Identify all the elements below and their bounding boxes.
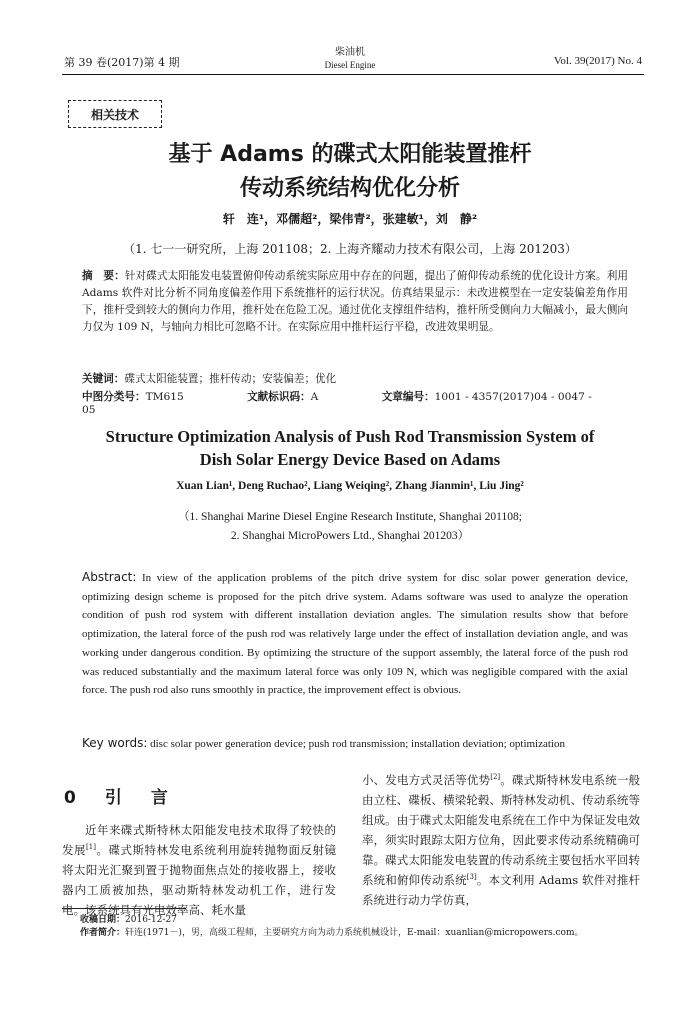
footnote-received [80,912,177,925]
affiliation-cn: （1. 七一一研究所，上海 201108；2. 上海齐耀动力技术有限公司，上海 201203） [123,242,577,256]
footnote-rule [62,908,186,909]
title-cn-line-1: 基于 Adams 的碟式太阳能装置推杆 [168,142,532,167]
affiliation-en-line-2: 2. Shanghai MicroPowers Ltd., Shanghai 201203） [230,530,470,542]
journal-name-cn: 柴油机 [335,47,365,58]
body-column-right: 小、发电方式灵活等优势[2]。碟式斯特林发电系统一般由立柱、碟板、横梁轮毂、斯特林发动机、传动系统等组成。由于碟式太阳能发电系统在工作中为保证发电效率，须实时跟踪太阳方位角，因此要求传动系统精确可靠。碟式太阳能发电装置的传动系统主要包括水平回转系统和俯仰传动系统[3]。本文利用 Adams 软件对推杆系统进行动力学仿真， [362,773,641,907]
affiliation-en [60,508,640,546]
keywords-en [82,734,628,753]
doc-label: 文献标识码： [247,391,311,403]
header-rule [62,74,644,75]
title-en-line-1: Structure Optimization Analysis of Push Rod Transmission System of [105,427,595,446]
clc-value: TM615 [145,391,184,403]
body-column-left: 近年来碟式斯特林太阳能发电技术取得了较快的发展[1]。碟式斯特林发电系统利用旋转抛物面反射镜将太阳光汇聚到置于抛物面焦点处的接收器上，接收器内工质被加热，驱动斯特林发动机工作，进行发电。该系统具有光电效率高、耗水量 [62,823,337,917]
article-value: 1001 - 4357(2017)04 - 0047 - 05 [82,391,592,416]
clc-number [82,391,214,403]
abstract-en-label: Abstract: [82,570,137,584]
received-label: 收稿日期： [80,915,126,925]
authors-en: Xuan Lian¹, Deng Ruchao², Liang Weiqing², Zhang Jianmin¹, Liu Jing² [176,480,524,492]
abstract-cn [82,268,628,336]
section-tag: 相关技术 [68,100,162,128]
abstract-en-text: In view of the application problems of the pitch drive system for disc solar power generation device, optimizing design scheme is proposed for the pitch drive system. Adams software was used to analyze the operation condition of push rod system with different installation deviation angles. The simulation results show that before optimization, the lateral force of the push rod was relatively large under the effect of installation deviation angle, and was working under dangerous condition. By optimizing the structure of the support assembly, the lateral force of the push rod was reduced substantially and the maximum lateral force was only 109 N, which was negligible compared with the axial force. The push rod also runs smoothly in practice, the improvement effect is obvious. [82,572,628,697]
abstract-cn-label: 摘 要： [82,270,125,282]
citation-marker: [3] [466,873,477,882]
abstract-cn-text: 针对碟式太阳能发电装置俯仰传动系统实际应用中存在的问题，提出了俯仰传动系统的优化设计方案。利用 Adams 软件对比分析不同角度偏差作用下系统推杆的运行状况。仿真结果显示：未改进模型在一定安装偏差角作用下，推杆受到较大的侧向力作用，推杆处在危险工况。通过优化支撑组件结构，推杆所受侧向力大幅减小，最大侧向力仅为 109 N，与轴向力相比可忽略不计。在实际应用中推杆运行平稳，改进效果明显。 [82,270,629,333]
section-heading-introduction: 0 引 言 [64,788,174,808]
clc-label: 中图分类号： [82,391,146,403]
article-label: 文章编号： [381,391,435,403]
keywords-en-label: Key words: [82,736,148,750]
keywords-cn-label: 关键词： [82,373,125,385]
header-volume: Vol. 39(2017) No. 4 [553,55,642,67]
keywords-cn [82,371,628,386]
header-issue: 第 39 卷(2017)第 4 期 [64,56,180,69]
journal-name-en: Diesel Engine [324,60,376,70]
affiliation-en-line-1: （1. Shanghai Marine Diesel Engine Research Institute, Shanghai 201108; [178,511,522,523]
footnote-author [80,925,584,938]
doc-value: A [310,391,319,403]
author-bio-text: 轩连(1971－)，男，高级工程师，主要研究方向为动力系统机械设计，E-mail：xuanlian@micropowers.com。 [125,928,584,938]
title-en [60,425,640,471]
citation-marker: [2] [490,773,501,782]
keywords-en-text: disc solar power generation device; push rod transmission; installation deviation; optimization [150,738,565,750]
citation-marker: [1] [86,843,96,852]
title-en-line-2: Dish Solar Energy Device Based on Adams [199,450,501,469]
author-bio-label: 作者简介： [80,928,126,938]
title-cn-line-2: 传动系统结构优化分析 [239,176,460,201]
header-journal [300,46,400,72]
classification-cn [82,389,628,416]
received-date: 2016-12-27 [125,915,177,925]
abstract-en [82,568,628,700]
authors-cn: 轩 连¹，邓儒超²，梁伟青²，张建敏¹，刘 静² [222,212,478,226]
keywords-cn-text: 碟式太阳能装置；推杆传动；安装偏差；优化 [124,373,337,385]
doc-code [247,391,348,403]
title-cn [60,138,640,206]
